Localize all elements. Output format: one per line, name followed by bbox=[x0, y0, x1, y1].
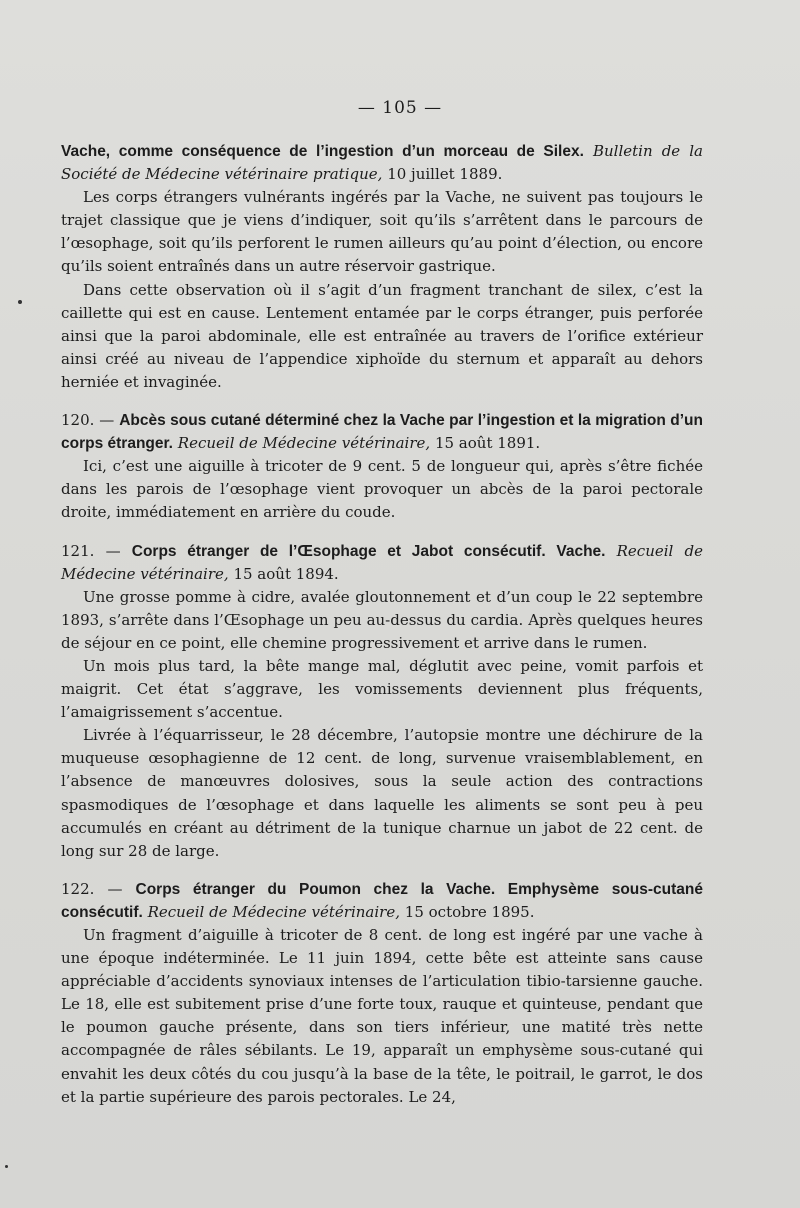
section-source: Recueil de Médecine vétérinaire, bbox=[147, 902, 400, 921]
section-heading bbox=[61, 140, 703, 186]
paragraph: Une grosse pomme à cidre, avalée gloutonnement et d’un coup le 22 septembre 1893, s’arrête dans l’Œsophage un peu au-dessus du cardia. Après quelques heures de séjour en ce point, elle chemine progressivement et arrive dans le rumen. bbox=[61, 587, 703, 652]
paragraph: Un mois plus tard, la bête mange mal, déglutit avec peine, vomit parfois et maigrit. Cet état s’aggrave, les vomissements deviennent plus fréquents, l’amaigrissement s’accentue. bbox=[61, 656, 703, 722]
section-number: 120. — bbox=[61, 411, 115, 430]
section-number: 122. — bbox=[61, 879, 123, 898]
section-number: 121. — bbox=[61, 541, 121, 560]
paragraph: Ici, c’est une aiguille à tricoter de 9 cent. 5 de longueur qui, après s’être fichée dans les parois de l’œsophage vient provoquer un abcès de la paroi pectorale droite, immédiatement en arrière du coude. bbox=[61, 457, 703, 522]
section-silex bbox=[61, 140, 703, 394]
section-date: 15 octobre 1895. bbox=[404, 902, 535, 921]
section-source: Recueil de Médecine vétérinaire, bbox=[177, 434, 431, 453]
section-date: 15 août 1891. bbox=[434, 434, 541, 453]
section-122 bbox=[61, 878, 703, 1109]
page-number: — 105 — bbox=[357, 98, 443, 118]
section-title: Vache, comme conséquence de l’ingestion d’un morceau de Silex. bbox=[61, 143, 584, 160]
section-heading bbox=[61, 878, 703, 924]
section-title: Corps étranger de l’Œsophage et Jabot consécutif. Vache. bbox=[131, 542, 606, 560]
scan-speck bbox=[18, 300, 22, 304]
section-heading bbox=[61, 540, 703, 586]
section-title: Abcès sous cutané déterminé chez la Vache par l’ingestion et la migration d’un corps étranger. bbox=[61, 412, 703, 453]
section-source: Recueil de Médecine vétérinaire, bbox=[61, 541, 703, 583]
paragraph: Livrée à l’équarrisseur, le 28 décembre, l’autopsie montre une déchirure de la muqueuse œsophagienne de 12 cent. de long, survenue vraisemblablement, en l’absence de manœuvres dolosives, sous la seule action des contractions spasmodiques de l’œsophage et dans laquelle les aliments se sont peu à peu accumulés en créant au détriment de la tunique charnue un jabot de 22 cent. de long sur 28 de large. bbox=[61, 726, 703, 860]
paragraph: Un fragment d’aiguille à tricoter de 8 cent. de long est ingéré par une vache à une époque indéterminée. Le 11 juin 1894, cette bête est atteinte sans cause appréciable d’accidents synoviaux intenses de l’articulation tibio-tarsienne gauche. Le 18, elle est subitement prise d’une forte toux, rauque et quinteuse, pendant que le poumon gauche présente, dans son tiers inférieur, une matité très nette accompagnée de râles sébilants. Le 19, apparaît un emphysème sous-cutané qui envahit les deux côtés du cou jusqu’à la base de la tête, le poitrail, le garrot, le dos et la partie supérieure des parois pectorales. Le 24, bbox=[61, 926, 703, 1106]
section-source: Bulletin de la Société de Médecine vétérinaire pratique, bbox=[61, 142, 703, 184]
section-120 bbox=[61, 409, 703, 524]
section-121 bbox=[61, 540, 703, 863]
paragraph: Les corps étrangers vulnérants ingérés par la Vache, ne suivent pas toujours le trajet classique que je viens d’indiquer, soit qu’ils s’arrêtent dans le parcours de l’œsophage, soit qu’ils perforent le rumen ailleurs qu’au point d’élection, ou encore qu’ils soient entraînés dans un autre réservoir gastrique. bbox=[61, 188, 703, 276]
scan-speck bbox=[5, 1165, 8, 1168]
section-date: 15 août 1894. bbox=[233, 564, 339, 583]
section-title: Corps étranger du Poumon chez la Vache. Emphysème sous-cutané consécutif. bbox=[61, 880, 703, 921]
section-heading bbox=[61, 409, 703, 455]
section-date: 10 juillet 1889. bbox=[387, 165, 503, 184]
page-body bbox=[61, 140, 703, 1124]
paragraph: Dans cette observation où il s’agit d’un fragment tranchant de silex, c’est la caillette qui est en cause. Lentement entamée par le corps étranger, puis perforée ainsi que la paroi abdominale, elle est entraînée au travers de l’orifice extérieur ainsi créé au niveau de l’appendice xiphoïde du sternum et apparaît au dehors herniée et invaginée. bbox=[61, 280, 703, 391]
